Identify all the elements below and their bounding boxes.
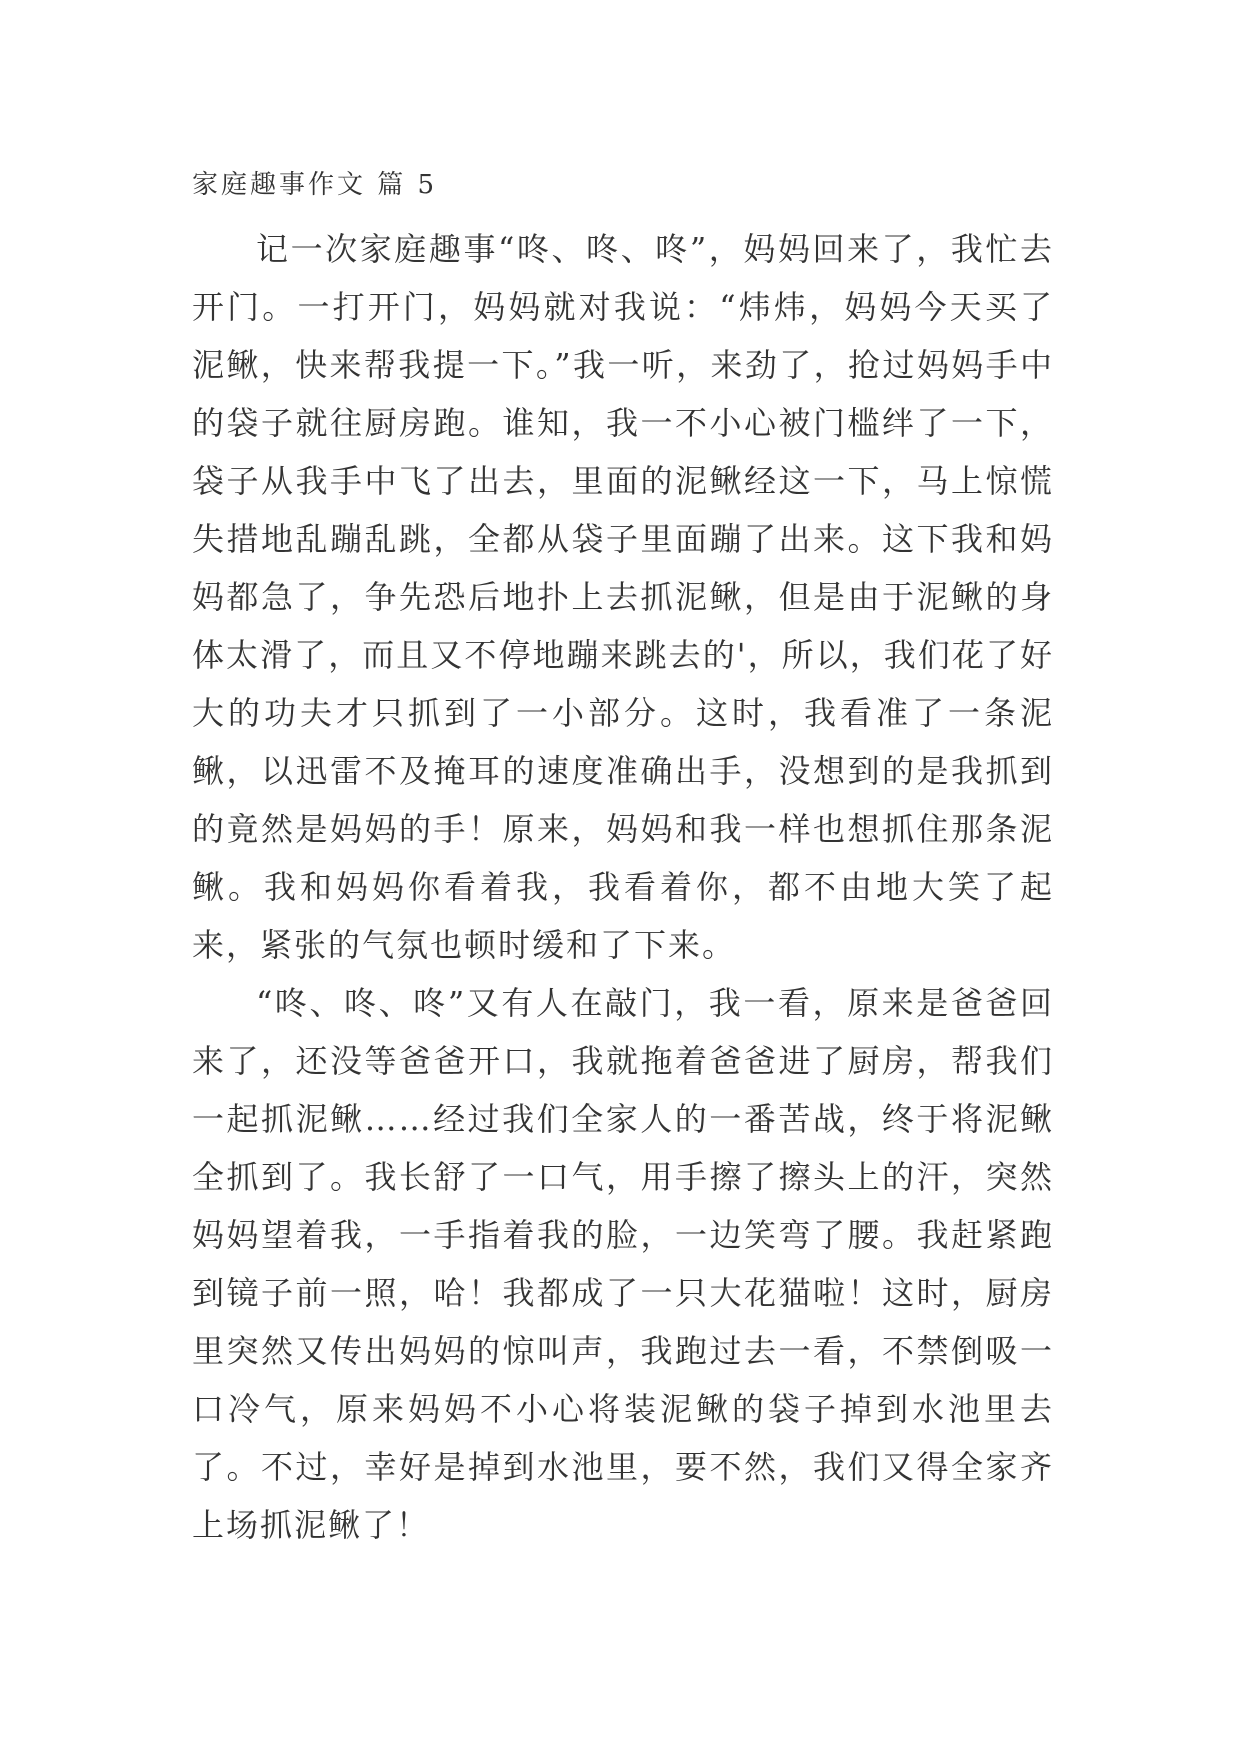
document-body [192, 220, 1054, 1554]
document-title: 家庭趣事作文 篇 5 [192, 170, 438, 200]
paragraph-1: 记一次家庭趣事“咚、咚、咚”，妈妈回来了，我忙去开门。一打开门，妈妈就对我说：“炜炜，妈妈今天买了泥鳅，快来帮我提一下。”我一听，来劲了，抢过妈妈手中的袋子就往厨房跑。谁知，我一不小心被门槛绊了一下，袋子从我手中飞了出去，里面的泥鳅经这一下，马上惊慌失措地乱蹦乱跳，全都从袋子里面蹦了出来。这下我和妈妈都急了，争先恐后地扑上去抓泥鳅，但是由于泥鳅的身体太滑了，而且又不停地蹦来跳去的'，所以，我们花了好大的功夫才只抓到了一小部分。这时，我看准了一条泥鳅，以迅雷不及掩耳的速度准确出手，没想到的是我抓到的竟然是妈妈的手！原来，妈妈和我一样也想抓住那条泥鳅。我和妈妈你看着我，我看着你，都不由地大笑了起来，紧张的气氛也顿时缓和了下来。 [192, 230, 1054, 964]
paragraph-2: “咚、咚、咚”又有人在敲门，我一看，原来是爸爸回来了，还没等爸爸开口，我就拖着爸爸进了厨房，帮我们一起抓泥鳅……经过我们全家人的一番苦战，终于将泥鳅全抓到了。我长舒了一口气，用手擦了擦头上的汗，突然妈妈望着我，一手指着我的脸，一边笑弯了腰。我赶紧跑到镜子前一照，哈！我都成了一只大花猫啦！这时，厨房里突然又传出妈妈的惊叫声，我跑过去一看，不禁倒吸一口冷气，原来妈妈不小心将装泥鳅的袋子掉到水池里去了。不过，幸好是掉到水池里，要不然，我们又得全家齐上场抓泥鳅了！ [192, 984, 1054, 1544]
